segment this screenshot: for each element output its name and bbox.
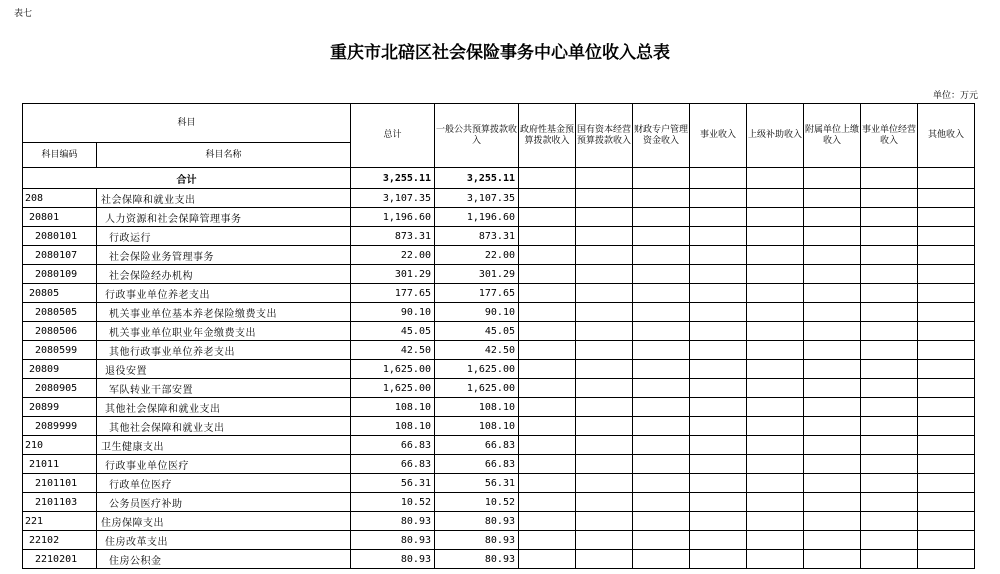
empty-cell bbox=[633, 341, 690, 360]
unit-label: 单位：万元 bbox=[932, 91, 978, 101]
table-row bbox=[23, 474, 975, 493]
empty-cell bbox=[804, 227, 861, 246]
empty-cell bbox=[747, 550, 804, 569]
empty-cell bbox=[519, 417, 576, 436]
empty-cell bbox=[918, 208, 975, 227]
subject-name: 社会保险经办机构 bbox=[97, 265, 351, 284]
table-row bbox=[23, 436, 975, 455]
empty-cell bbox=[576, 265, 633, 284]
row-general-budget: 301.29 bbox=[435, 265, 519, 284]
table-row bbox=[23, 398, 975, 417]
empty-cell bbox=[918, 284, 975, 303]
empty-cell bbox=[576, 360, 633, 379]
empty-cell bbox=[633, 531, 690, 550]
subject-code: 20899 bbox=[23, 398, 97, 417]
header-total: 总计 bbox=[351, 104, 435, 168]
empty-cell bbox=[519, 208, 576, 227]
empty-cell bbox=[804, 493, 861, 512]
subject-name: 机关事业单位基本养老保险缴费支出 bbox=[97, 303, 351, 322]
empty-cell bbox=[747, 474, 804, 493]
empty-cell bbox=[804, 531, 861, 550]
empty-cell bbox=[633, 398, 690, 417]
subject-name: 社会保障和就业支出 bbox=[97, 189, 351, 208]
empty-cell bbox=[804, 360, 861, 379]
row-total: 108.10 bbox=[351, 398, 435, 417]
subject-code: 2101103 bbox=[23, 493, 97, 512]
header-gov-fund: 政府性基金预算拨款收入 bbox=[519, 104, 576, 168]
empty-cell bbox=[576, 227, 633, 246]
subject-code: 208 bbox=[23, 189, 97, 208]
table-row bbox=[23, 246, 975, 265]
row-general-budget: 1,625.00 bbox=[435, 379, 519, 398]
header-superior-subsidy: 上级补助收入 bbox=[747, 104, 804, 168]
subject-name: 人力资源和社会保障管理事务 bbox=[97, 208, 351, 227]
empty-cell bbox=[690, 379, 747, 398]
subject-name: 机关事业单位职业年金缴费支出 bbox=[97, 322, 351, 341]
empty-cell bbox=[918, 246, 975, 265]
empty-cell bbox=[861, 208, 918, 227]
subject-code: 2210201 bbox=[23, 550, 97, 569]
empty-cell bbox=[861, 379, 918, 398]
row-general-budget: 1,196.60 bbox=[435, 208, 519, 227]
row-general-budget: 10.52 bbox=[435, 493, 519, 512]
row-general-budget: 90.10 bbox=[435, 303, 519, 322]
empty-cell bbox=[804, 246, 861, 265]
header-subject-code: 科目编码 bbox=[23, 143, 97, 168]
subject-code: 210 bbox=[23, 436, 97, 455]
empty-cell bbox=[519, 227, 576, 246]
empty-cell bbox=[576, 379, 633, 398]
table-row bbox=[23, 208, 975, 227]
empty-cell bbox=[633, 208, 690, 227]
row-general-budget: 80.93 bbox=[435, 531, 519, 550]
table-row bbox=[23, 493, 975, 512]
row-general-budget: 45.05 bbox=[435, 322, 519, 341]
header-other: 其他收入 bbox=[918, 104, 975, 168]
empty-cell bbox=[690, 322, 747, 341]
empty-cell bbox=[633, 189, 690, 208]
empty-cell bbox=[633, 360, 690, 379]
empty-cell bbox=[633, 265, 690, 284]
subject-code: 2101101 bbox=[23, 474, 97, 493]
table-row bbox=[23, 379, 975, 398]
empty-cell bbox=[690, 208, 747, 227]
subject-code: 20801 bbox=[23, 208, 97, 227]
empty-cell bbox=[861, 531, 918, 550]
empty-cell bbox=[633, 227, 690, 246]
empty-cell bbox=[633, 455, 690, 474]
row-general-budget: 80.93 bbox=[435, 512, 519, 531]
empty-cell bbox=[690, 550, 747, 569]
table-row bbox=[23, 189, 975, 208]
empty-cell bbox=[576, 550, 633, 569]
empty-cell bbox=[519, 379, 576, 398]
subject-name: 军队转业干部安置 bbox=[97, 379, 351, 398]
empty-cell bbox=[576, 493, 633, 512]
table-row bbox=[23, 417, 975, 436]
empty-cell bbox=[747, 398, 804, 417]
subject-name: 行政单位医疗 bbox=[97, 474, 351, 493]
subject-name: 住房保障支出 bbox=[97, 512, 351, 531]
empty-cell bbox=[576, 398, 633, 417]
empty-cell bbox=[747, 284, 804, 303]
empty-cell bbox=[576, 284, 633, 303]
empty-cell bbox=[633, 436, 690, 455]
empty-cell bbox=[633, 246, 690, 265]
empty-cell bbox=[690, 189, 747, 208]
empty-cell bbox=[747, 360, 804, 379]
row-total: 90.10 bbox=[351, 303, 435, 322]
empty-cell bbox=[576, 322, 633, 341]
row-general-budget: 80.93 bbox=[435, 550, 519, 569]
subject-code: 21011 bbox=[23, 455, 97, 474]
subject-name: 其他行政事业单位养老支出 bbox=[97, 341, 351, 360]
subject-code: 2080109 bbox=[23, 265, 97, 284]
empty-cell bbox=[519, 189, 576, 208]
empty-cell bbox=[804, 189, 861, 208]
empty-cell bbox=[804, 322, 861, 341]
subject-name: 其他社会保障和就业支出 bbox=[97, 398, 351, 417]
empty-cell bbox=[690, 531, 747, 550]
empty-cell bbox=[918, 550, 975, 569]
empty-cell bbox=[747, 303, 804, 322]
table-row bbox=[23, 284, 975, 303]
empty-cell bbox=[519, 436, 576, 455]
empty-cell bbox=[747, 436, 804, 455]
empty-cell bbox=[861, 417, 918, 436]
row-general-budget: 177.65 bbox=[435, 284, 519, 303]
subject-name: 住房公积金 bbox=[97, 550, 351, 569]
subject-code: 2080599 bbox=[23, 341, 97, 360]
empty-cell bbox=[747, 379, 804, 398]
row-general-budget: 108.10 bbox=[435, 398, 519, 417]
page-title: 重庆市北碚区社会保险事务中心单位收入总表 bbox=[330, 43, 670, 63]
row-total: 1,625.00 bbox=[351, 379, 435, 398]
empty-cell bbox=[804, 436, 861, 455]
subject-name: 行政运行 bbox=[97, 227, 351, 246]
table-row bbox=[23, 227, 975, 246]
empty-cell bbox=[747, 265, 804, 284]
row-total: 177.65 bbox=[351, 284, 435, 303]
empty-cell bbox=[690, 493, 747, 512]
empty-cell bbox=[918, 531, 975, 550]
empty-cell bbox=[861, 265, 918, 284]
subject-name: 退役安置 bbox=[97, 360, 351, 379]
empty-cell bbox=[804, 284, 861, 303]
table-row bbox=[23, 531, 975, 550]
empty-cell bbox=[861, 550, 918, 569]
empty-cell bbox=[519, 246, 576, 265]
empty-cell bbox=[690, 341, 747, 360]
row-total: 80.93 bbox=[351, 550, 435, 569]
empty-cell bbox=[918, 512, 975, 531]
empty-cell bbox=[861, 303, 918, 322]
total-general: 3,255.11 bbox=[435, 168, 519, 189]
table-row bbox=[23, 512, 975, 531]
header-general-budget: 一般公共预算拨款收入 bbox=[435, 104, 519, 168]
table-row bbox=[23, 341, 975, 360]
empty-cell bbox=[576, 246, 633, 265]
empty-cell bbox=[918, 341, 975, 360]
empty-cell bbox=[576, 436, 633, 455]
total-label: 合计 bbox=[23, 168, 351, 189]
row-general-budget: 108.10 bbox=[435, 417, 519, 436]
header-subject: 科目 bbox=[23, 104, 351, 143]
empty-cell bbox=[690, 360, 747, 379]
empty-cell bbox=[633, 550, 690, 569]
empty-cell bbox=[576, 208, 633, 227]
empty-cell bbox=[747, 512, 804, 531]
empty-cell bbox=[690, 455, 747, 474]
empty-cell bbox=[918, 360, 975, 379]
row-total: 873.31 bbox=[351, 227, 435, 246]
empty-cell bbox=[747, 455, 804, 474]
row-total: 22.00 bbox=[351, 246, 435, 265]
empty-cell bbox=[747, 531, 804, 550]
subject-code: 221 bbox=[23, 512, 97, 531]
row-total: 66.83 bbox=[351, 455, 435, 474]
empty-cell bbox=[633, 493, 690, 512]
row-total: 80.93 bbox=[351, 512, 435, 531]
row-general-budget: 66.83 bbox=[435, 436, 519, 455]
header-state-capital: 国有资本经营预算拨款收入 bbox=[576, 104, 633, 168]
empty-cell bbox=[690, 512, 747, 531]
empty-cell bbox=[861, 360, 918, 379]
row-general-budget: 1,625.00 bbox=[435, 360, 519, 379]
empty-cell bbox=[861, 341, 918, 360]
subject-code: 2089999 bbox=[23, 417, 97, 436]
empty-cell bbox=[633, 379, 690, 398]
table-row bbox=[23, 360, 975, 379]
empty-cell bbox=[519, 398, 576, 417]
row-total: 1,625.00 bbox=[351, 360, 435, 379]
empty-cell bbox=[861, 493, 918, 512]
empty-cell bbox=[690, 246, 747, 265]
empty-cell bbox=[804, 550, 861, 569]
header-affiliated: 附属单位上缴收入 bbox=[804, 104, 861, 168]
row-total: 1,196.60 bbox=[351, 208, 435, 227]
table-row bbox=[23, 322, 975, 341]
empty-cell bbox=[690, 436, 747, 455]
empty-cell bbox=[861, 322, 918, 341]
row-general-budget: 22.00 bbox=[435, 246, 519, 265]
empty-cell bbox=[747, 417, 804, 436]
row-total: 301.29 bbox=[351, 265, 435, 284]
row-total: 45.05 bbox=[351, 322, 435, 341]
empty-cell bbox=[576, 341, 633, 360]
subject-name: 卫生健康支出 bbox=[97, 436, 351, 455]
empty-cell bbox=[804, 474, 861, 493]
empty-cell bbox=[690, 303, 747, 322]
empty-cell bbox=[519, 360, 576, 379]
empty-cell bbox=[918, 455, 975, 474]
row-general-budget: 56.31 bbox=[435, 474, 519, 493]
subject-code: 20809 bbox=[23, 360, 97, 379]
empty-cell bbox=[918, 322, 975, 341]
empty-cell bbox=[918, 417, 975, 436]
row-general-budget: 66.83 bbox=[435, 455, 519, 474]
empty-cell bbox=[576, 189, 633, 208]
income-summary-table bbox=[22, 103, 975, 569]
empty-cell bbox=[918, 436, 975, 455]
empty-cell bbox=[861, 512, 918, 531]
table-row bbox=[23, 303, 975, 322]
empty-cell bbox=[804, 398, 861, 417]
table-row bbox=[23, 455, 975, 474]
empty-cell bbox=[918, 189, 975, 208]
empty-cell bbox=[918, 474, 975, 493]
empty-cell bbox=[633, 417, 690, 436]
row-general-budget: 873.31 bbox=[435, 227, 519, 246]
header-subject-name: 科目名称 bbox=[97, 143, 351, 168]
subject-code: 2080506 bbox=[23, 322, 97, 341]
subject-code: 2080101 bbox=[23, 227, 97, 246]
empty-cell bbox=[861, 246, 918, 265]
empty-cell bbox=[633, 303, 690, 322]
empty-cell bbox=[519, 455, 576, 474]
row-total: 3,107.35 bbox=[351, 189, 435, 208]
empty-cell bbox=[804, 208, 861, 227]
row-general-budget: 3,107.35 bbox=[435, 189, 519, 208]
empty-cell bbox=[861, 227, 918, 246]
subject-code: 2080107 bbox=[23, 246, 97, 265]
empty-cell bbox=[918, 379, 975, 398]
row-total: 10.52 bbox=[351, 493, 435, 512]
subject-code: 20805 bbox=[23, 284, 97, 303]
subject-code: 2080905 bbox=[23, 379, 97, 398]
row-total: 108.10 bbox=[351, 417, 435, 436]
empty-cell bbox=[804, 455, 861, 474]
empty-cell bbox=[690, 227, 747, 246]
row-total: 80.93 bbox=[351, 531, 435, 550]
empty-cell bbox=[861, 436, 918, 455]
header-business: 事业单位经营收入 bbox=[861, 104, 918, 168]
empty-cell bbox=[918, 303, 975, 322]
empty-cell bbox=[861, 474, 918, 493]
header-career: 事业收入 bbox=[690, 104, 747, 168]
empty-cell bbox=[519, 265, 576, 284]
empty-cell bbox=[576, 417, 633, 436]
total-sum: 3,255.11 bbox=[351, 168, 435, 189]
empty-cell bbox=[804, 417, 861, 436]
empty-cell bbox=[576, 474, 633, 493]
empty-cell bbox=[918, 493, 975, 512]
empty-cell bbox=[804, 265, 861, 284]
empty-cell bbox=[633, 512, 690, 531]
total-row bbox=[23, 168, 975, 189]
empty-cell bbox=[519, 512, 576, 531]
empty-cell bbox=[633, 474, 690, 493]
empty-cell bbox=[633, 284, 690, 303]
empty-cell bbox=[576, 512, 633, 531]
empty-cell bbox=[804, 512, 861, 531]
empty-cell bbox=[747, 246, 804, 265]
empty-cell bbox=[519, 474, 576, 493]
empty-cell bbox=[690, 398, 747, 417]
table-row bbox=[23, 550, 975, 569]
empty-cell bbox=[519, 322, 576, 341]
empty-cell bbox=[690, 265, 747, 284]
subject-code: 22102 bbox=[23, 531, 97, 550]
row-total: 56.31 bbox=[351, 474, 435, 493]
empty-cell bbox=[519, 284, 576, 303]
empty-cell bbox=[747, 493, 804, 512]
empty-cell bbox=[519, 303, 576, 322]
subject-name: 社会保险业务管理事务 bbox=[97, 246, 351, 265]
empty-cell bbox=[519, 550, 576, 569]
empty-cell bbox=[804, 379, 861, 398]
empty-cell bbox=[861, 189, 918, 208]
empty-cell bbox=[519, 341, 576, 360]
header-fiscal-special: 财政专户管理资金收入 bbox=[633, 104, 690, 168]
empty-cell bbox=[747, 227, 804, 246]
empty-cell bbox=[747, 208, 804, 227]
row-total: 42.50 bbox=[351, 341, 435, 360]
empty-cell bbox=[918, 265, 975, 284]
empty-cell bbox=[747, 322, 804, 341]
empty-cell bbox=[576, 303, 633, 322]
subject-name: 行政事业单位医疗 bbox=[97, 455, 351, 474]
empty-cell bbox=[690, 417, 747, 436]
subject-code: 2080505 bbox=[23, 303, 97, 322]
table-row bbox=[23, 265, 975, 284]
empty-cell bbox=[861, 455, 918, 474]
empty-cell bbox=[519, 493, 576, 512]
subject-name: 住房改革支出 bbox=[97, 531, 351, 550]
empty-cell bbox=[747, 341, 804, 360]
empty-cell bbox=[576, 455, 633, 474]
table-number-label: 表七 bbox=[14, 9, 33, 19]
subject-name: 其他社会保障和就业支出 bbox=[97, 417, 351, 436]
empty-cell bbox=[918, 227, 975, 246]
empty-cell bbox=[804, 341, 861, 360]
empty-cell bbox=[918, 398, 975, 417]
subject-name: 公务员医疗补助 bbox=[97, 493, 351, 512]
empty-cell bbox=[690, 284, 747, 303]
empty-cell bbox=[747, 189, 804, 208]
subject-name: 行政事业单位养老支出 bbox=[97, 284, 351, 303]
row-general-budget: 42.50 bbox=[435, 341, 519, 360]
empty-cell bbox=[861, 284, 918, 303]
empty-cell bbox=[861, 398, 918, 417]
empty-cell bbox=[519, 531, 576, 550]
empty-cell bbox=[690, 474, 747, 493]
empty-cell bbox=[804, 303, 861, 322]
row-total: 66.83 bbox=[351, 436, 435, 455]
empty-cell bbox=[633, 322, 690, 341]
empty-cell bbox=[576, 531, 633, 550]
